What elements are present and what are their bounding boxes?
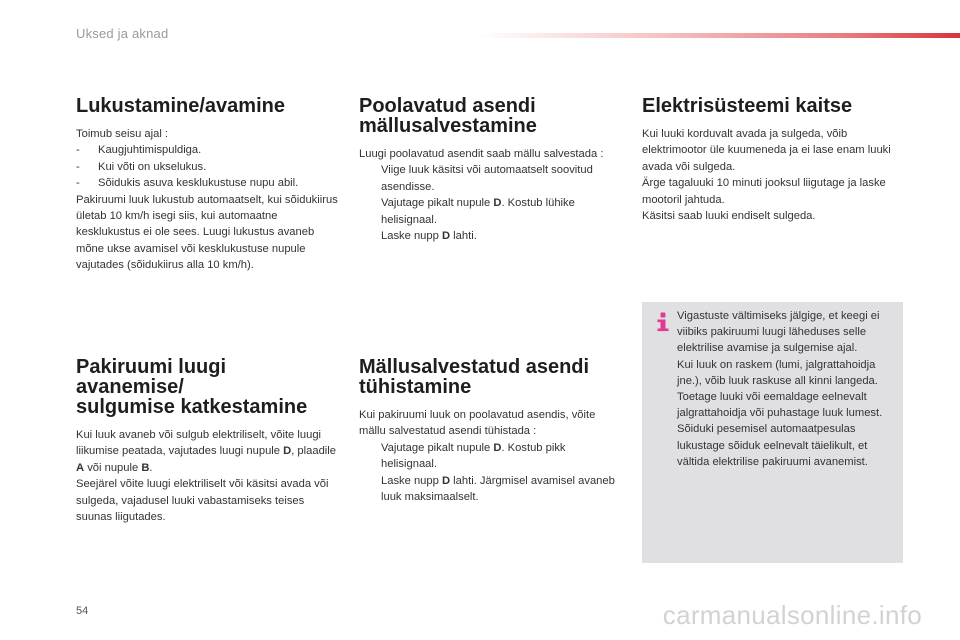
intro-text: Toimub seisu ajal :	[76, 128, 169, 140]
section-locking	[76, 96, 338, 274]
section-title: Mällusalvestatud asendi tühistamine	[359, 356, 590, 398]
list-item: - Sõidukis asuva kesklukustuse nupu abil.	[76, 177, 299, 190]
paragraph: Pakiruumi luuk lukustub automaatselt, kui sõidukiirus ületab 10 km/h isegi siis, kui automaatne kesklukustus ei ole sees. Luugi lukustus avaneb mõne ukse avamisel või kesklukustuse nupule vajutades (sõidukiirus alla 10 km/h).	[76, 193, 338, 272]
list-item: Vajutage pikalt nupule D. Kostub lühike helisignaal.	[381, 197, 575, 226]
paragraph: Kui luuk avaneb või sulgub elektriliselt, võite luugi liikumise peatada, vajutades luugi nupule D, plaadile A või nupule B.	[76, 429, 336, 474]
intro-text: Luugi poolavatud asendit saab mällu salvestada :	[359, 148, 604, 160]
info-icon	[656, 312, 670, 332]
paragraph: Käsitsi saab luuki endiselt sulgeda.	[642, 210, 816, 223]
section-title: Lukustamine/avamine	[76, 95, 285, 117]
chapter-title: Uksed ja aknad	[76, 26, 169, 41]
watermark: carmanualsonline.info	[662, 600, 922, 630]
section-electrical-protection	[642, 96, 904, 224]
section-body	[76, 427, 338, 525]
list-item: Laske nupp D lahti. Järgmisel avamisel avaneb luuk maksimaalselt.	[381, 474, 615, 504]
section-body	[76, 126, 338, 274]
list-item: Laske nupp D lahti.	[381, 230, 477, 243]
header-accent-bar	[478, 33, 960, 38]
list-item: - Kaugjuhtimispuldiga.	[76, 144, 202, 157]
list-item: - Kui võti on ukselukus.	[76, 160, 207, 173]
intro-text: Kui pakiruumi luuk on poolavatud asendis, võite mällu salvestatud asendi tühistada :	[359, 409, 596, 438]
section-body	[642, 126, 904, 224]
info-text	[677, 308, 899, 470]
section-title: Poolavatud asendi mällusalvestamine	[359, 95, 537, 137]
paragraph: Ärge tagaluuki 10 minuti jooksul liigutage ja laske mootoril jahtuda.	[642, 177, 886, 206]
paragraph: Sõiduki pesemisel automaatpesulas lukustage sõiduk eelnevalt täielikult, et vältida elektrilise pakiruumi avanemist.	[677, 423, 868, 468]
paragraph: Seejärel võite luugi elektriliselt või käsitsi avada või sulgeda, vajadusel luuki vabastamiseks teises suunas liigutades.	[76, 478, 329, 524]
section-memory-cancel	[359, 357, 621, 505]
paragraph: Vigastuste vältimiseks jälgige, et keegi ei viibiks pakiruumi luugi läheduses selle elektrilise avamise ja sulgemise ajal.	[677, 310, 880, 355]
list-item: Vajutage pikalt nupule D. Kostub pikk helisignaal.	[381, 441, 566, 471]
info-box	[642, 302, 903, 563]
section-body	[359, 146, 621, 244]
paragraph: Kui luuki korduvalt avada ja sulgeda, võib elektrimootor üle kuumeneda ja ei lase enam luuki avada või sulgeda.	[642, 128, 891, 173]
section-body	[359, 407, 621, 505]
list-item: Viige luuk käsitsi või automaatselt soovitud asendisse.	[381, 164, 593, 193]
section-title: Elektrisüsteemi kaitse	[642, 95, 853, 117]
section-title: Pakiruumi luugi avanemise/ sulgumise katkestamine	[76, 356, 308, 418]
page-number: 54	[76, 605, 89, 617]
paragraph: Kui luuk on raskem (lumi, jalgrattahoidja jne.), võib luuk raskuse all kinni langeda. Toetage luuki või eemaldage eelnevalt jalgrattahoidja või puhastage luuk lumest.	[677, 358, 883, 420]
section-memory-save	[359, 96, 621, 244]
section-stop-movement	[76, 357, 338, 525]
